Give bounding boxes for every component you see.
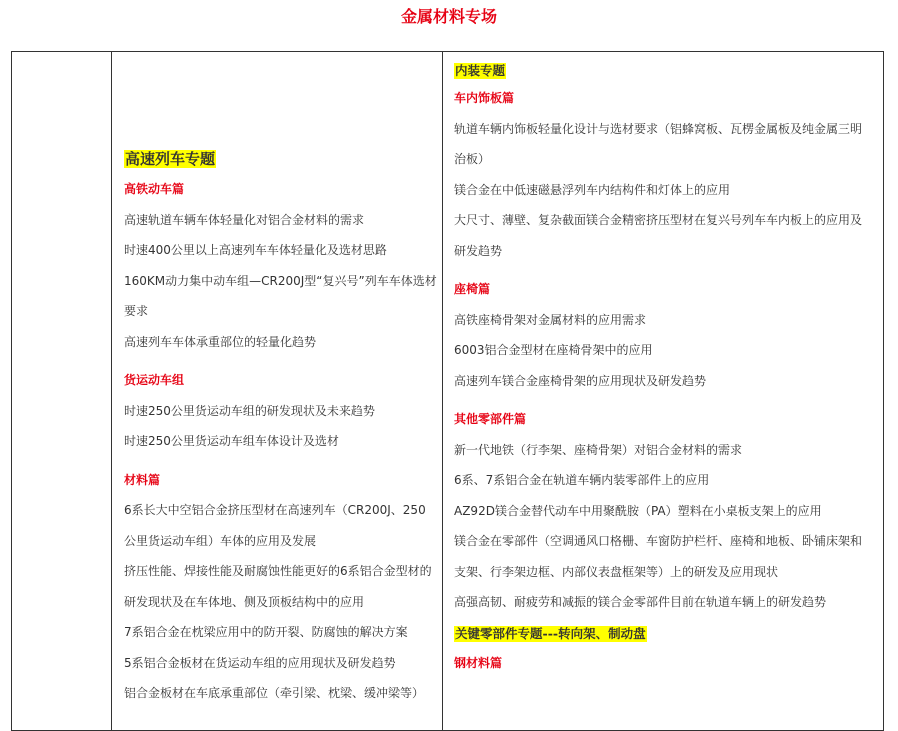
section-heading-freight-emu: 货运动车组 bbox=[124, 373, 185, 387]
list-item: AZ92D镁合金替代动车中用聚酰胺（PA）塑料在小桌板支架上的应用 bbox=[454, 503, 822, 518]
section-heading-other-parts: 其他零部件篇 bbox=[454, 412, 527, 426]
section-heading-steel-materials: 钢材料篇 bbox=[454, 655, 503, 670]
list-item: 轨道车辆内饰板轻量化设计与选材要求（铝蜂窝板、瓦楞金属板及纯金属三明 bbox=[454, 121, 863, 136]
list-item: 公里货运动车组）车体的应用及发展 bbox=[124, 533, 317, 548]
list-item: 治板） bbox=[454, 152, 491, 166]
list-item: 时速250公里货运动车组的研发现状及未来趋势 bbox=[124, 403, 375, 418]
list-item: 高速轨道车辆车体轻量化对铝合金材料的需求 bbox=[124, 212, 365, 227]
list-item: 研发现状及在车体地、侧及顶板结构中的应用 bbox=[124, 594, 365, 609]
list-item: 6系、7系铝合金在轨道车辆内装零部件上的应用 bbox=[454, 473, 710, 487]
list-item: 6系长大中空铝合金挤压型材在高速列车（CR200J、250 bbox=[124, 503, 426, 517]
section-heading-high-speed-emu: 高铁动车篇 bbox=[124, 182, 185, 196]
list-item: 5系铝合金板材在货运动车组的应用现状及研发趋势 bbox=[124, 655, 396, 670]
list-item: 支架、行李架边框、内部仪表盘框架等）上的研发及应用现状 bbox=[454, 564, 779, 579]
list-item: 研发趋势 bbox=[454, 243, 503, 258]
list-item: 镁合金在中低速磁悬浮列车内结构件和灯体上的应用 bbox=[454, 182, 731, 197]
section-heading-seats: 座椅篇 bbox=[454, 282, 491, 296]
list-item: 大尺寸、薄壁、复杂截面镁合金精密挤压型材在复兴号列车车内板上的应用及 bbox=[454, 213, 863, 227]
content-table bbox=[11, 51, 884, 731]
high-speed-train-heading: 高速列车专题 bbox=[125, 150, 216, 168]
high-speed-train-column bbox=[124, 52, 449, 709]
list-item: 新一代地铁（行李架、座椅骨架）对铝合金材料的需求 bbox=[454, 442, 743, 457]
section-heading-materials: 材料篇 bbox=[124, 472, 161, 487]
list-item: 高强高韧、耐疲劳和减振的镁合金零部件目前在轨道车辆上的研发趋势 bbox=[454, 595, 827, 609]
list-item: 7系铝合金在枕梁应用中的防开裂、防腐蚀的解决方案 bbox=[124, 625, 408, 639]
list-item: 高速列车镁合金座椅骨架的应用现状及研发趋势 bbox=[454, 373, 707, 388]
interior-heading: 内装专题 bbox=[455, 63, 506, 78]
section-heading-interior-panels: 车内饰板篇 bbox=[454, 91, 515, 105]
list-item: 铝合金板材在车底承重部位（牵引梁、枕梁、缓冲梁等） bbox=[124, 686, 425, 700]
list-item: 6003铝合金型材在座椅骨架中的应用 bbox=[454, 343, 653, 357]
list-item: 镁合金在零部件（空调通风口格栅、车窗防护栏杆、座椅和地板、卧铺床架和 bbox=[454, 534, 863, 548]
list-item: 时速400公里以上高速列车车体轻量化及选材思路 bbox=[124, 243, 387, 257]
list-item: 高铁座椅骨架对金属材料的应用需求 bbox=[454, 312, 647, 327]
list-item: 高速列车车体承重部位的轻量化趋势 bbox=[124, 334, 317, 349]
key-components-heading: 关键零部件专题---转向架、制动盘 bbox=[455, 625, 646, 641]
page-title: 金属材料专场 bbox=[400, 7, 497, 26]
column-divider-left bbox=[111, 52, 112, 730]
list-item: 挤压性能、焊接性能及耐腐蚀性能更好的6系铝合金型材的 bbox=[124, 564, 432, 578]
interior-column bbox=[454, 52, 879, 678]
list-item: 160KM动力集中动车组—CR200J型“复兴号”列车车体选材 bbox=[124, 273, 437, 288]
list-item: 要求 bbox=[124, 304, 149, 318]
list-item: 时速250公里货运动车组车体设计及选材 bbox=[124, 434, 339, 448]
